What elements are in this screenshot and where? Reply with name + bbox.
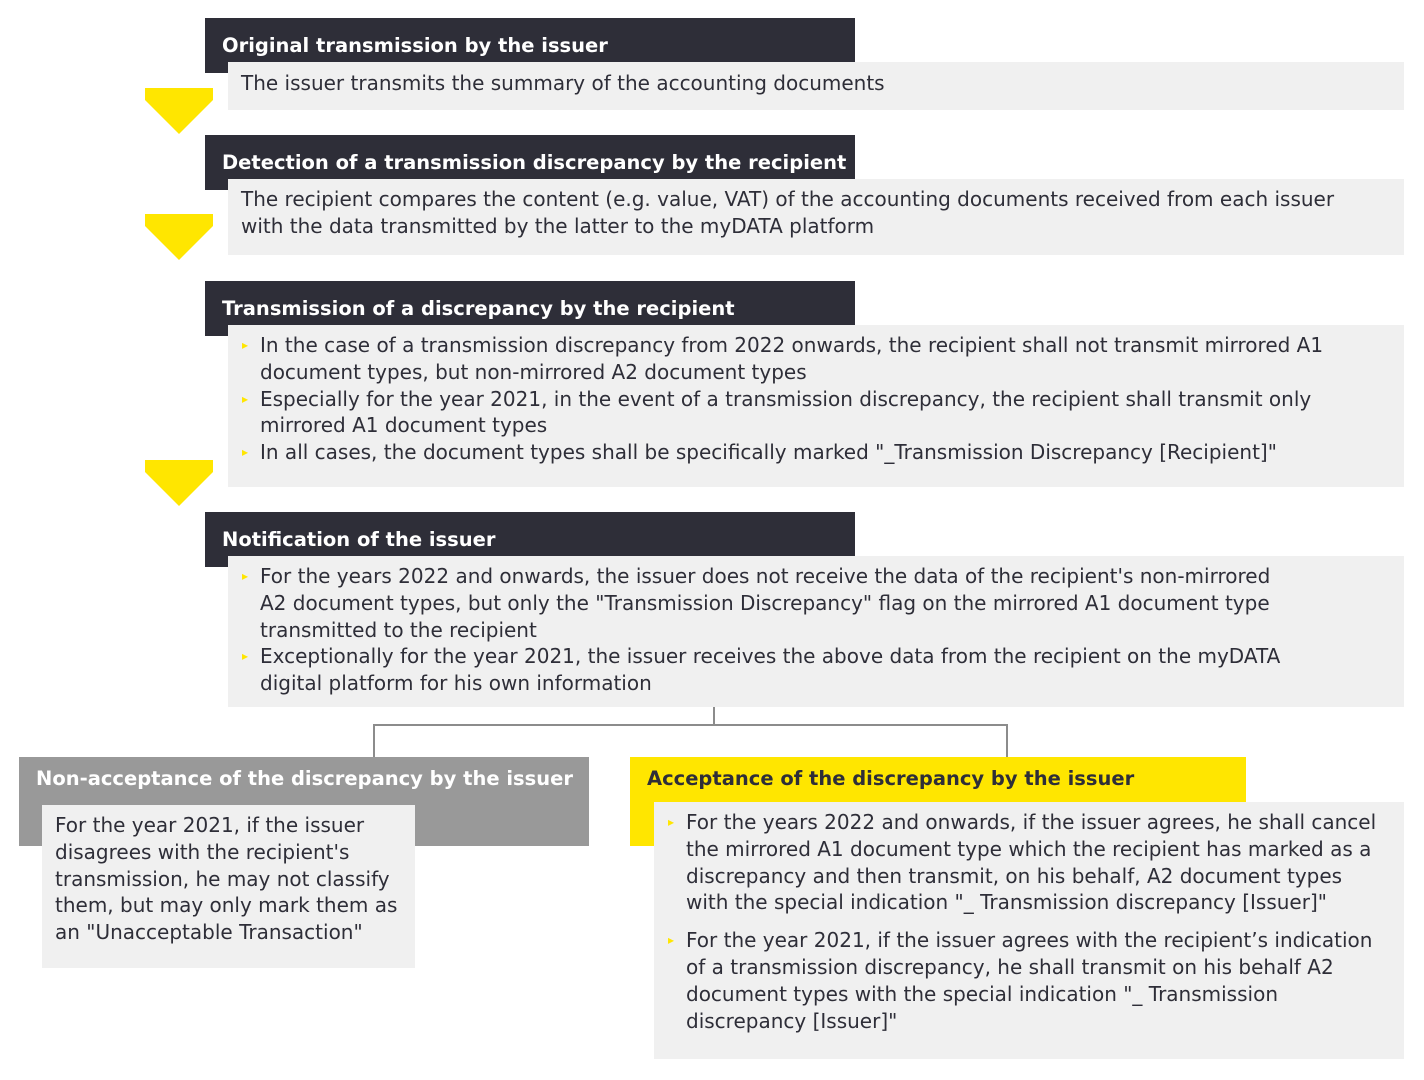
- acceptance-bullet-list: [667, 809, 1390, 1034]
- bullet-icon: ▸: [242, 445, 249, 460]
- non-acceptance-line-2: disagrees with the recipient's: [55, 839, 350, 864]
- flow-arrow-1-icon: [141, 88, 217, 134]
- list-item: [241, 439, 1390, 466]
- bullet-line: Especially for the year 2021, in the event of a transmission discrepancy, the recipient shall transmit only: [260, 386, 1312, 411]
- acceptance-box: [654, 802, 1404, 1059]
- bullet-icon: ▸: [668, 933, 675, 948]
- list-item: [667, 927, 1390, 1034]
- step-4-title: Notification of the issuer: [222, 528, 496, 551]
- flow-arrow-3-icon: [141, 460, 217, 506]
- step-4-box: [228, 556, 1404, 707]
- bullet-line: In all cases, the document types shall be specifically marked "_Transmission Discrepancy [Recipient]": [260, 440, 1277, 465]
- bullet-line: document types, but non-mirrored A2 document types: [260, 359, 807, 384]
- bullet-line: of a transmission discrepancy, he shall transmit on his behalf A2: [686, 954, 1334, 979]
- bullet-icon: ▸: [668, 815, 675, 829]
- bullet-line: For the years 2022 and onwards, the issuer does not receive the data of the recipient's non-mirrored: [260, 564, 1271, 588]
- connector-horizontal: [373, 724, 1008, 726]
- bullet-line: A2 document types, but only the "Transmission Discrepancy" flag on the mirrored A1 document type: [260, 590, 1270, 615]
- step-1-title: Original transmission by the issuer: [222, 34, 608, 57]
- bullet-icon: ▸: [242, 338, 249, 352]
- connector-left-drop: [373, 724, 375, 758]
- flow-arrow-2-icon: [141, 214, 217, 260]
- bullet-line: transmitted to the recipient: [260, 617, 537, 642]
- list-item: [241, 563, 1390, 643]
- step-2-text-line-1: The recipient compares the content (e.g. value, VAT) of the accounting documents received from each issuer: [241, 187, 1335, 211]
- bullet-line: with the special indication "_ Transmission discrepancy [Issuer]": [686, 890, 1327, 915]
- list-item: [241, 643, 1390, 697]
- list-item: [667, 809, 1390, 916]
- bullet-line: mirrored A1 document types: [260, 413, 548, 438]
- step-2-title: Detection of a transmission discrepancy by the recipient: [222, 151, 847, 174]
- bullet-line: the mirrored A1 document type which the recipient has marked as a: [686, 836, 1372, 861]
- non-acceptance-line-5: an "Unacceptable Transaction": [55, 920, 363, 945]
- non-acceptance-title: Non-acceptance of the discrepancy by the issuer: [36, 767, 573, 790]
- acceptance-title: Acceptance of the discrepancy by the issuer: [647, 767, 1135, 790]
- bullet-icon: ▸: [242, 569, 249, 583]
- non-acceptance-line-4: them, but may only mark them as: [55, 893, 398, 918]
- bullet-line: For the year 2021, if the issuer agrees with the recipient’s indication: [686, 928, 1373, 953]
- step-4-bullet-list: [241, 563, 1390, 697]
- step-1-text: The issuer transmits the summary of the accounting documents: [241, 71, 885, 95]
- step-2-text-line-2: with the data transmitted by the latter to the myDATA platform: [241, 213, 875, 238]
- bullet-icon: ▸: [242, 391, 249, 406]
- connector-stem: [713, 707, 715, 725]
- list-item: [241, 332, 1390, 386]
- step-3-bullet-list: [241, 332, 1390, 466]
- non-acceptance-box: [42, 805, 415, 968]
- step-2-box: [228, 179, 1404, 255]
- step-3-title: Transmission of a discrepancy by the recipient: [222, 297, 735, 320]
- list-item: [241, 386, 1390, 440]
- bullet-line: discrepancy [Issuer]": [686, 1008, 898, 1033]
- bullet-line: In the case of a transmission discrepancy from 2022 onwards, the recipient shall not transmit mirrored A1: [260, 333, 1324, 357]
- bullet-line: document types with the special indication "_ Transmission: [686, 981, 1278, 1006]
- non-acceptance-line-3: transmission, he may not classify: [55, 866, 390, 891]
- bullet-line: For the years 2022 and onwards, if the issuer agrees, he shall cancel: [686, 810, 1377, 834]
- step-1-box: [228, 62, 1404, 110]
- step-3-box: [228, 325, 1404, 487]
- connector-right-drop: [1006, 724, 1008, 758]
- bullet-line: Exceptionally for the year 2021, the issuer receives the above data from the recipient on the myDATA: [260, 644, 1281, 669]
- bullet-icon: ▸: [242, 649, 249, 664]
- bullet-line: digital platform for his own information: [260, 671, 652, 696]
- bullet-line: discrepancy and then transmit, on his behalf, A2 document types: [686, 863, 1343, 888]
- non-acceptance-line-1: For the year 2021, if the issuer: [55, 813, 365, 837]
